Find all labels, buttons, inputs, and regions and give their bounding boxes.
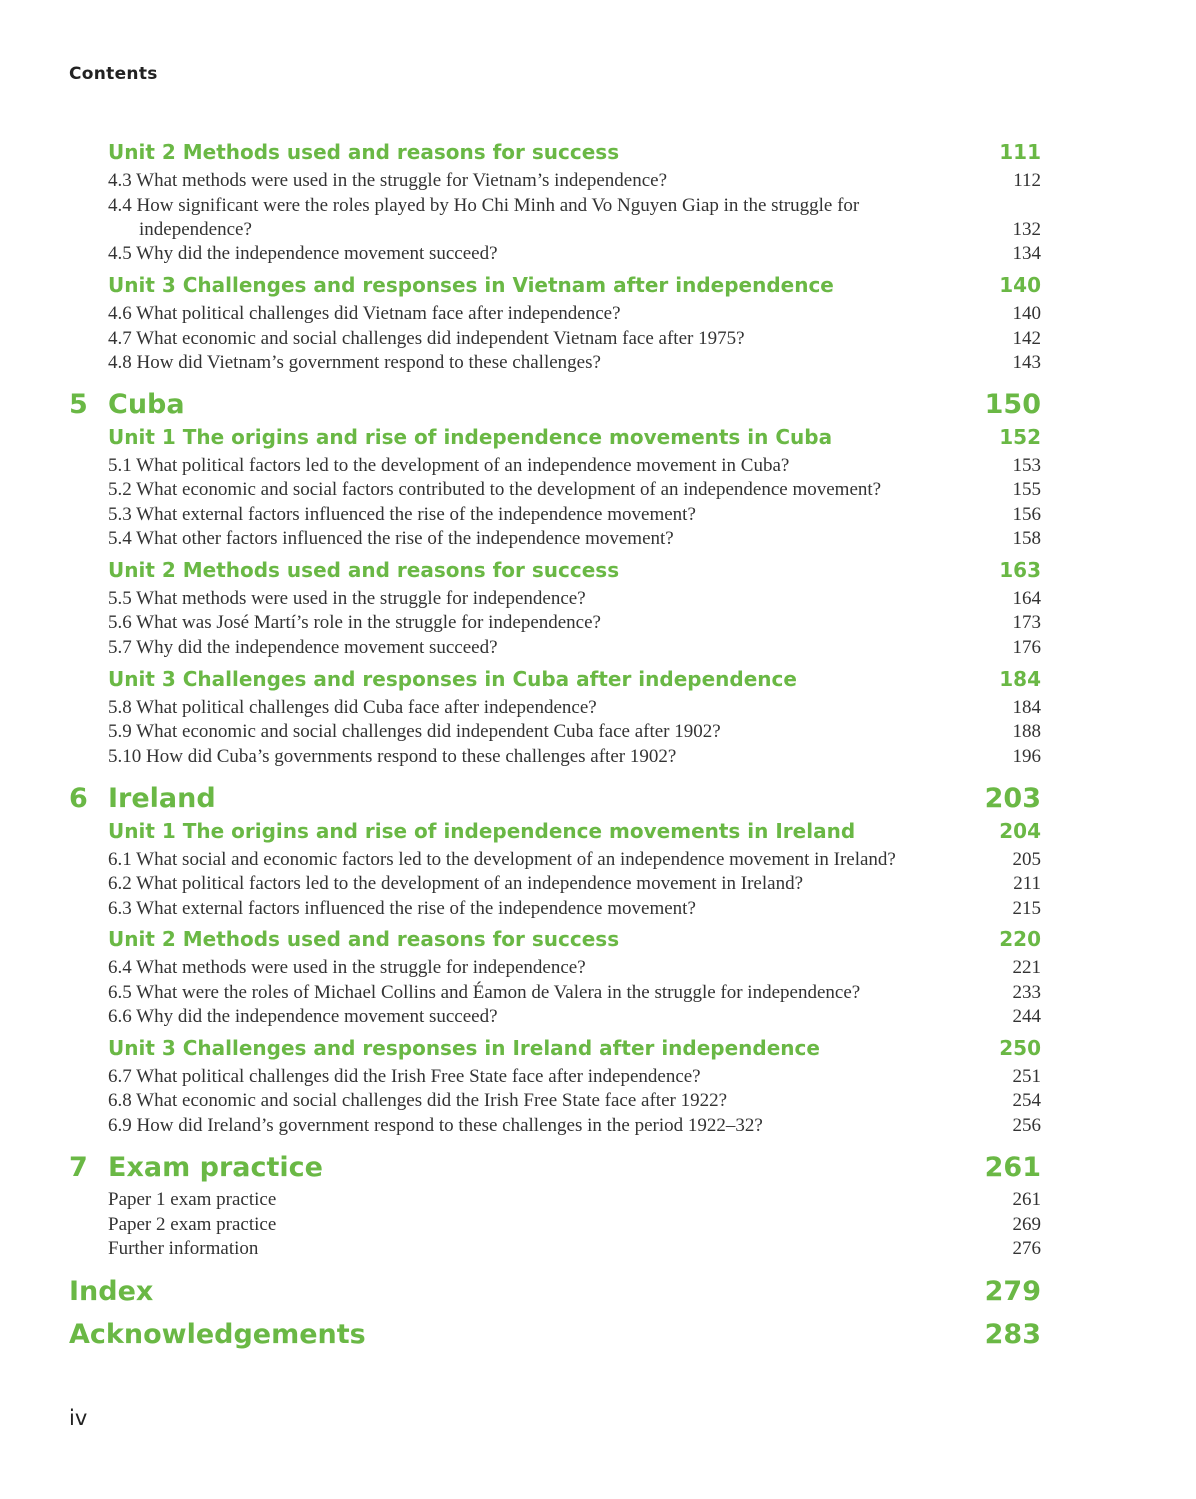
page-number: 112: [1013, 170, 1041, 191]
page-number: 156: [1012, 504, 1041, 525]
chapter-number: 6: [69, 783, 88, 814]
page-number: 203: [984, 783, 1041, 814]
entry-title: 4.5 Why did the independence movement succeed?: [108, 243, 498, 264]
entry-title: independence?: [139, 219, 252, 240]
entry-title: Paper 1 exam practice: [108, 1189, 277, 1210]
unit-title: Unit 1 The origins and rise of independence movements in Ireland: [108, 819, 856, 843]
page-number: 196: [1012, 746, 1041, 767]
entry-title: 6.2 What political factors led to the development of an independence movement in Ireland?: [108, 873, 804, 894]
unit-title: Unit 3 Challenges and responses in Ireland after independence: [108, 1036, 820, 1060]
page-number: 233: [1012, 982, 1041, 1003]
chapter-title: Exam practice: [108, 1152, 323, 1183]
page-number: 184: [1012, 697, 1041, 718]
page-number: 276: [1012, 1238, 1041, 1259]
page-number: 261: [1012, 1189, 1041, 1210]
entry-title: 6.5 What were the roles of Michael Collins and Éamon de Valera in the struggle for independence?: [108, 982, 861, 1003]
entry-title: 5.1 What political factors led to the development of an independence movement in Cuba?: [108, 455, 790, 476]
page-number: 184: [999, 667, 1041, 691]
page-number: 251: [1012, 1066, 1041, 1087]
page-number: 244: [1012, 1006, 1041, 1027]
unit-title: Unit 3 Challenges and responses in Cuba after independence: [108, 667, 797, 691]
chapter-number: 5: [69, 389, 88, 420]
page-number: 140: [999, 273, 1041, 297]
page-number: 221: [1012, 957, 1041, 978]
running-head: Contents: [69, 64, 158, 84]
entry-title: 5.6 What was José Martí’s role in the struggle for independence?: [108, 612, 601, 633]
page-number: 215: [1012, 898, 1041, 919]
page-number: 261: [984, 1152, 1041, 1183]
unit-title: Unit 3 Challenges and responses in Vietnam after independence: [108, 273, 834, 297]
page-folio: iv: [69, 1406, 88, 1430]
page-number: 155: [1012, 479, 1041, 500]
entry-title: 4.8 How did Vietnam’s government respond to these challenges?: [108, 352, 601, 373]
page-number: 111: [999, 140, 1041, 164]
page-number: 163: [999, 558, 1041, 582]
page-number: 164: [1012, 588, 1041, 609]
chapter-number: 7: [69, 1152, 88, 1183]
entry-title: 5.7 Why did the independence movement succeed?: [108, 637, 498, 658]
entry-title: Further information: [108, 1238, 259, 1259]
page-number: 142: [1012, 328, 1041, 349]
page-number: 132: [1012, 219, 1041, 240]
page-number: 283: [984, 1319, 1041, 1350]
entry-title: 4.3 What methods were used in the struggle for Vietnam’s independence?: [108, 170, 668, 191]
page-number: 140: [1012, 303, 1041, 324]
page-number: 205: [1012, 849, 1041, 870]
page-number: 153: [1012, 455, 1041, 476]
page-number: 211: [1013, 873, 1041, 894]
page-number: 269: [1012, 1214, 1041, 1235]
page-number: 152: [999, 425, 1041, 449]
page-number: 279: [984, 1276, 1041, 1307]
entry-title: 4.4 How significant were the roles played by Ho Chi Minh and Vo Nguyen Giap in the struggle for: [108, 195, 860, 216]
page-number: 176: [1012, 637, 1041, 658]
page-number: 188: [1012, 721, 1041, 742]
entry-title: 5.3 What external factors influenced the rise of the independence movement?: [108, 504, 696, 525]
entry-title: 6.1 What social and economic factors led to the development of an independence movement in Ireland?: [108, 849, 896, 870]
page-number: 134: [1012, 243, 1041, 264]
entry-title: 5.4 What other factors influenced the rise of the independence movement?: [108, 528, 674, 549]
entry-title: 6.7 What political challenges did the Irish Free State face after independence?: [108, 1066, 701, 1087]
backmatter-title: Acknowledgements: [69, 1319, 366, 1350]
unit-title: Unit 2 Methods used and reasons for success: [108, 140, 620, 164]
page-number: 204: [999, 819, 1041, 843]
page-number: 220: [999, 927, 1041, 951]
page-number: 254: [1012, 1090, 1041, 1111]
page-number: 150: [984, 389, 1041, 420]
page-number: 158: [1012, 528, 1041, 549]
chapter-title: Cuba: [108, 389, 185, 420]
entry-title: 4.7 What economic and social challenges did independent Vietnam face after 1975?: [108, 328, 745, 349]
entry-title: 5.10 How did Cuba’s governments respond to these challenges after 1902?: [108, 746, 677, 767]
entry-title: 5.5 What methods were used in the struggle for independence?: [108, 588, 586, 609]
page-number: 143: [1012, 352, 1041, 373]
unit-title: Unit 2 Methods used and reasons for success: [108, 558, 620, 582]
entry-title: 4.6 What political challenges did Vietnam face after independence?: [108, 303, 621, 324]
entry-title: 6.3 What external factors influenced the rise of the independence movement?: [108, 898, 696, 919]
entry-title: 5.9 What economic and social challenges did independent Cuba face after 1902?: [108, 721, 721, 742]
entry-title: 5.8 What political challenges did Cuba face after independence?: [108, 697, 597, 718]
entry-title: 6.6 Why did the independence movement succeed?: [108, 1006, 498, 1027]
entry-title: 5.2 What economic and social factors contributed to the development of an independence movement?: [108, 479, 882, 500]
entry-title: 6.4 What methods were used in the struggle for independence?: [108, 957, 586, 978]
unit-title: Unit 1 The origins and rise of independence movements in Cuba: [108, 425, 833, 449]
unit-title: Unit 2 Methods used and reasons for success: [108, 927, 620, 951]
backmatter-title: Index: [69, 1276, 154, 1307]
entry-title: 6.9 How did Ireland’s government respond to these challenges in the period 1922–32?: [108, 1115, 763, 1136]
page-number: 250: [999, 1036, 1041, 1060]
entry-title: 6.8 What economic and social challenges did the Irish Free State face after 1922?: [108, 1090, 728, 1111]
chapter-title: Ireland: [108, 783, 216, 814]
page-number: 173: [1012, 612, 1041, 633]
entry-title: Paper 2 exam practice: [108, 1214, 277, 1235]
page-number: 256: [1012, 1115, 1041, 1136]
